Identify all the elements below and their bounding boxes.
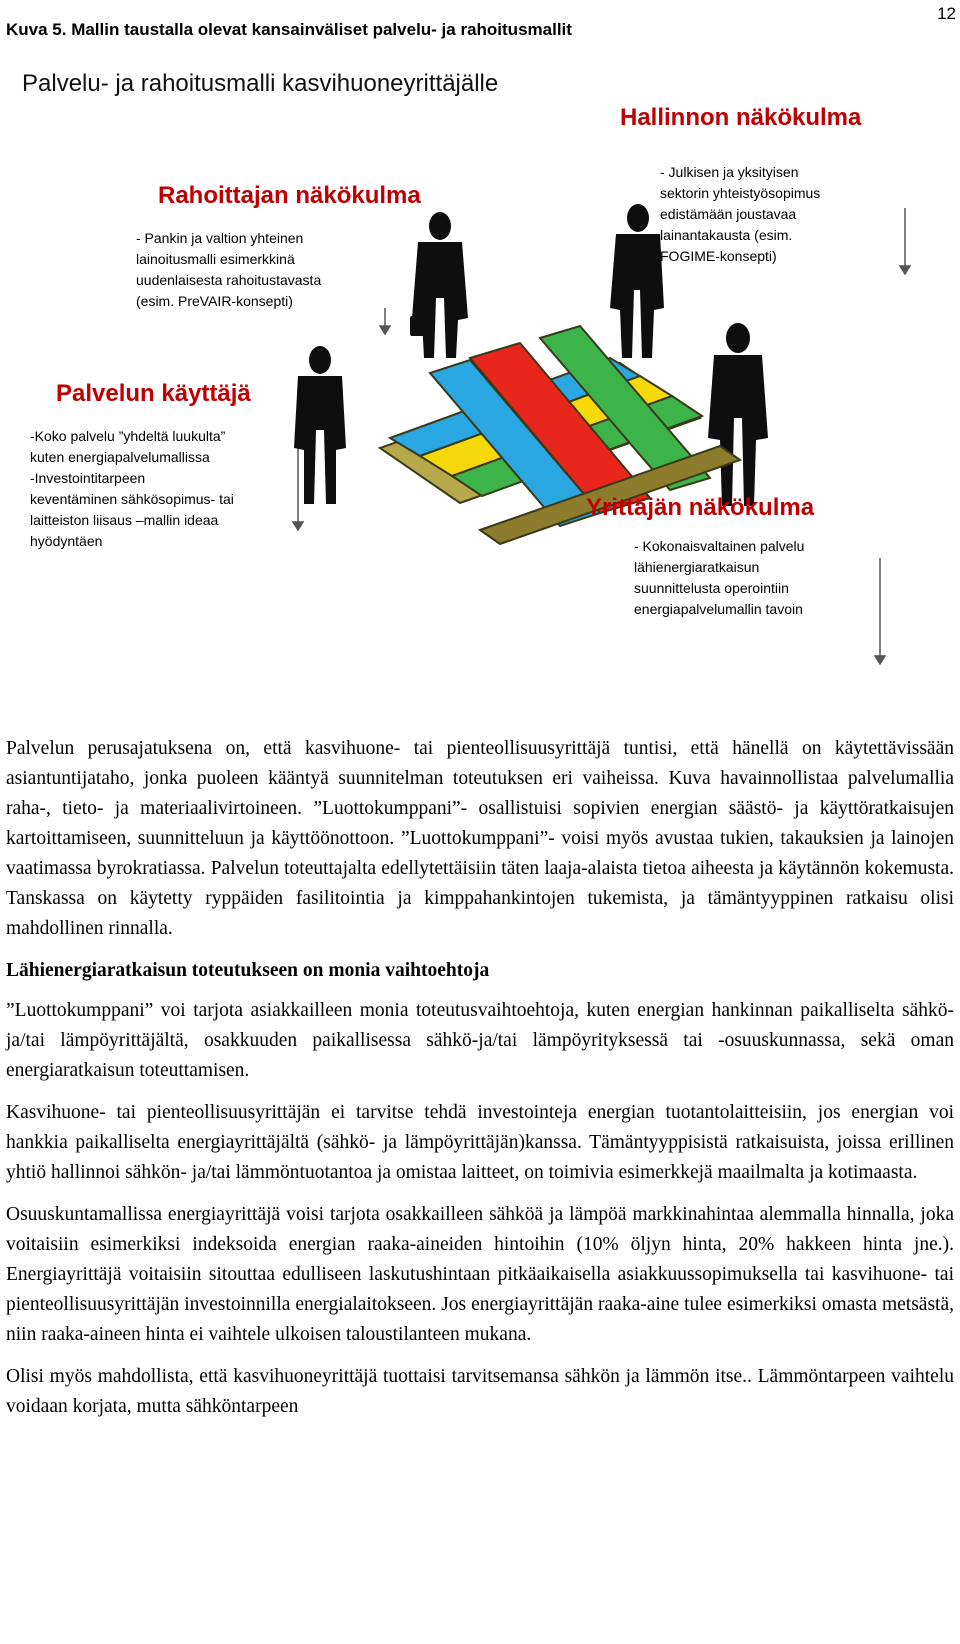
paragraph-1: Palvelun perusajatuksena on, että kasvihuone- tai pienteollisuusyrittäjä tuntisi, että hänellä on käytettävissään asiantuntijataho, jonka puoleen kääntyä suunnitelman toteutuksen eri vaiheissa. Kuva havainnollistaa palvelumallia raha-, tieto- ja materiaalivirtoineen. ”Luottokumppani”- osallistuisi sopivien energian säästö- ja käyttöratkaisujen kartoittamiseen, suunnitteluun ja käyttöönottoon. ”Luottokumppani”- voisi myös avustaa tukien, takauksien ja lainojen vaatimassa byrokratiassa. Palvelun toteuttajalta edellytettäisiin täten laaja-alaista tietoa aiheesta ja käytännön kokemusta. Tanskassa on käytetty ryppäiden fasilitointia ja kimppahankintojen tukemista, ja tämäntyyppinen ratkaisu olisi mahdollinen rinnalla.: [6, 738, 954, 939]
kayttaja-text: -Koko palvelu ”yhdeltä luukulta” kuten energiapalvelumallissa -Investointitarpeen keventäminen sähkösopimus- tai laitteiston liisaus –mallin ideaa hyödyntäen: [30, 428, 234, 549]
rahoittaja-heading: Rahoittajan näkökulma: [158, 182, 421, 209]
person-silhouette-rahoittaja: [410, 212, 468, 358]
body-text: [6, 734, 954, 1434]
yrittaja-heading: Yrittäjän näkökulma: [586, 494, 815, 521]
paragraph-4: Osuuskuntamallissa energiayrittäjä voisi tarjota osakkailleen sähköä ja lämpöä markkinahintaa alemmalla hinnalla, joka voitaisiin esimerkiksi indeksoida energian raaka-aineiden hintoihin (10% öljyn hinta, 20% hakkeen hinta jne.). Energiayrittäjä voitaisiin sitouttaa edulliseen laskutushintaan pitkäaikaisella asiakkuussopimuksella tai kasvihuone- tai pienteollisuusyrittäjän investoinnilla energialaitokseen. Jos energiayrittäjän raaka-aine tulee esimerkiksi omasta metsästä, niin raaka-aineen hinta ei vaihtele ulkoisen taloustilanteen mukana.: [6, 1204, 954, 1345]
hallinto-text: - Julkisen ja yksityisen sektorin yhteistyösopimus edistämään joustavaa lainantakausta (esim. FOGIME-konsepti): [660, 164, 821, 264]
service-model-figure: [0, 58, 960, 688]
figure-caption: Kuva 5. Mallin taustalla olevat kansainväliset palvelu- ja rahoitusmallit: [6, 20, 572, 39]
paragraph-5: Olisi myös mahdollista, että kasvihuoneyrittäjä tuottaisi tarvitsemansa sähkön ja lämmön itse.. Lämmöntarpeen vaihtelu voidaan korjata, mutta sähköntarpeen: [6, 1366, 954, 1417]
rahoittaja-text: - Pankin ja valtion yhteinen lainoitusmalli esimerkkinä uudenlaisesta rahoitustavasta (esim. PreVAIR-konsepti): [136, 230, 322, 309]
figure-graphics: [0, 58, 960, 688]
arrow-head-kayttaja: [293, 522, 303, 530]
person-silhouette-kayttaja: [294, 346, 346, 504]
person-silhouette-hallinto: [610, 204, 664, 358]
yrittaja-text: - Kokonaisvaltainen palvelu lähienergiaratkaisun suunnittelusta operointiin energiapalvelumallin tavoin: [634, 538, 805, 617]
paragraph-2: ”Luottokumppani” voi tarjota asiakkailleen monia toteutusvaihtoehtoja, kuten energian hankinnan paikalliselta sähkö- ja/tai lämpöyrittäjältä, osakkuuden paikallisessa sähkö-ja/tai lämpöyrityksessä tai -osuuskunnassa, sekä oman energiaratkaisun toteuttamisen.: [6, 1000, 954, 1081]
section-heading: Lähienergiaratkaisun toteutukseen on monia vaihtoehtoja: [6, 960, 490, 981]
arrow-head-yrittaja: [875, 656, 885, 664]
figure-title: Palvelu- ja rahoitusmalli kasvihuoneyrittäjälle: [22, 70, 499, 97]
hallinto-heading: Hallinnon näkökulma: [620, 104, 862, 131]
person-silhouette-yrittaja: [708, 323, 768, 506]
arrow-head-hallinto: [900, 266, 910, 274]
page-number: 12: [937, 4, 956, 23]
paragraph-3: Kasvihuone- tai pienteollisuusyrittäjän ei tarvitse tehdä investointeja energian tuotantolaitteisiin, jos energian voi hankkia paikalliselta energiayrittäjältä (sähkö- ja lämpöyrittäjän)kanssa. Tämäntyyppisistä ratkaisuista, joissa erillinen yhtiö hallinnoi sähkön- ja/tai lämmöntuotantoa ja omistaa laitteet, on toimivia esimerkkejä maailmalta ja kotimaasta.: [6, 1102, 954, 1183]
arrow-head-rahoittaja: [380, 326, 390, 334]
kayttaja-heading: Palvelun käyttäjä: [56, 380, 251, 407]
